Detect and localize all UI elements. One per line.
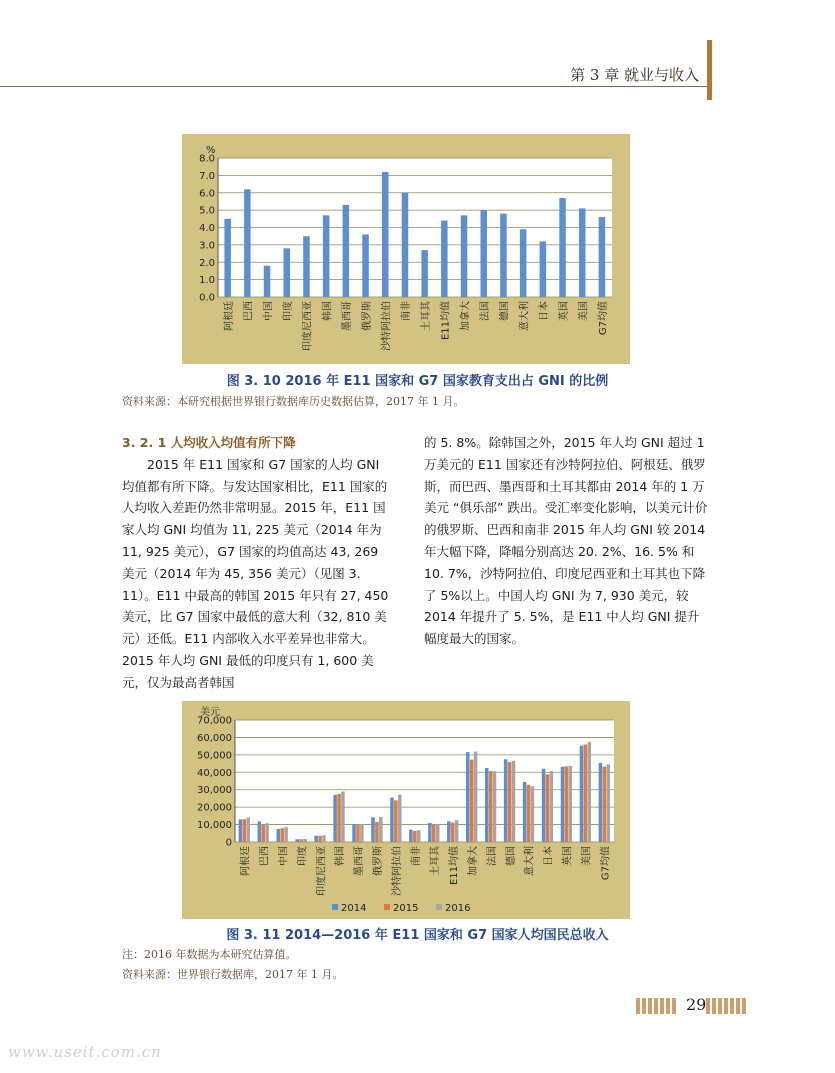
bar	[520, 229, 526, 297]
bar	[481, 210, 487, 297]
figure-3-11-note: 注：2016 年数据为本研究估算值。	[122, 948, 297, 961]
bar	[341, 791, 345, 842]
x-tick-label: 英国	[562, 846, 574, 866]
bar	[603, 767, 607, 842]
x-tick-label: 法国	[479, 301, 491, 321]
bar	[428, 823, 432, 842]
bar	[360, 824, 364, 842]
bar	[284, 248, 290, 297]
bar	[258, 821, 262, 842]
bar	[402, 193, 408, 297]
header-accent-bar	[707, 40, 712, 100]
bar	[546, 774, 550, 842]
bar	[356, 825, 360, 842]
bar	[398, 795, 402, 842]
y-tick-label: 8.0	[199, 153, 215, 165]
bar	[512, 761, 516, 842]
section-heading: 3. 2. 1 人均收入均值有所下降	[122, 435, 296, 450]
x-tick-label: 美国	[578, 301, 590, 321]
x-tick-label: 阿根廷	[240, 846, 252, 876]
bar	[599, 763, 603, 842]
y-tick-label: 60,000	[197, 732, 232, 744]
bar	[500, 214, 506, 297]
chapter-header: 第 3 章 就业与收入	[570, 66, 699, 84]
bar	[451, 822, 455, 842]
bar	[318, 836, 322, 842]
x-tick-label: G7均值	[600, 846, 612, 881]
bar	[371, 817, 375, 842]
x-tick-label: 中国	[263, 301, 275, 321]
x-tick-label: 中国	[278, 846, 290, 866]
bar	[527, 785, 531, 842]
bar	[421, 250, 427, 297]
x-tick-label: 加拿大	[460, 301, 472, 331]
y-tick-label: 5.0	[199, 205, 215, 217]
right-paragraph: 的 5. 8%。除韩国之外，2015 年人均 GNI 超过 1 万美元的 E11 国家还有沙特阿拉伯、阿根廷、俄罗斯，而巴西、墨西哥和土耳其都由 2014 年的 1 万美元 “俱乐部” 跌出。受汇率变化影响，以美元计价的俄罗斯、巴西和南非 2015 年人均 GNI 较 2014 年大幅下降，降幅分别高达 20. 2%、16. 5% 和 10. 7%，沙特阿拉伯、印度尼西亚和土耳其也下降了 5%以上。中国人均 GNI 为 7, 930 美元，较 2014 年提升了 5. 5%，是 E11 中人均 GNI 提升幅度最大的国家。	[424, 435, 708, 647]
y-tick-label: 0	[225, 837, 232, 849]
bar	[447, 821, 451, 842]
bar	[493, 771, 497, 842]
bar	[333, 795, 337, 842]
x-tick-label: E11均值	[448, 846, 460, 886]
bar	[540, 241, 546, 297]
y-axis-label: %	[206, 145, 216, 156]
y-tick-label: 20,000	[197, 802, 232, 814]
bar	[343, 205, 349, 297]
bar	[362, 234, 368, 297]
y-tick-label: 40,000	[197, 767, 232, 779]
bar	[531, 786, 535, 842]
bar	[394, 800, 398, 842]
plot-area	[235, 720, 614, 842]
bar	[550, 771, 554, 842]
bar	[441, 221, 447, 297]
bar	[239, 819, 243, 842]
bar	[579, 208, 585, 297]
bar	[323, 215, 329, 297]
bar	[322, 835, 326, 842]
bar	[565, 766, 569, 842]
bar	[379, 817, 383, 842]
y-tick-label: 1.0	[199, 275, 215, 287]
bar	[375, 822, 379, 842]
bar	[284, 827, 288, 842]
x-tick-label: 意大利	[524, 846, 536, 876]
y-tick-label: 2.0	[199, 257, 215, 269]
x-tick-label: 沙特阿拉伯	[381, 301, 393, 351]
bar	[432, 825, 436, 842]
y-tick-label: 50,000	[197, 750, 232, 762]
education-spending-chart	[182, 134, 630, 364]
figure-3-11-chart	[182, 701, 630, 919]
bar	[417, 830, 421, 842]
gni-per-capita-chart	[182, 701, 630, 919]
x-tick-label: 印度尼西亚	[316, 846, 328, 896]
bar	[264, 266, 270, 297]
left-paragraph: 2015 年 E11 国家和 G7 国家的人均 GNI 均值都有所下降。与发达国家相比，E11 国家的人均收入差距仍然非常明显。2015 年，E11 国家人均 GNI 均值为 11, 225 美元（2014 年为 11, 925 美元），G7 国家的均值高达 43, 269 美元（2014 年为 45, 356 美元）（见图 3. 11）。E11 中最高的韩国 2015 年只有 27, 450 美元，比 G7 国家中最低的意大利（32, 810 美元）还低。E11 内部收入水平差异也非常大。2015 年人均 GNI 最低的印度只有 1, 600 美元，仅为最高者韩国	[122, 456, 389, 690]
bar	[243, 819, 247, 842]
x-tick-label: 日本	[539, 301, 551, 321]
bar	[584, 745, 588, 842]
bar	[352, 824, 356, 842]
bar	[508, 762, 512, 842]
bar	[413, 831, 417, 842]
x-tick-label: E11均值	[440, 301, 452, 341]
x-tick-label: 俄罗斯	[373, 846, 385, 876]
bar	[382, 172, 388, 297]
right-column	[424, 432, 710, 650]
bar	[489, 771, 493, 842]
bar	[455, 820, 459, 842]
bar	[561, 767, 565, 842]
bar	[244, 189, 250, 297]
bar	[461, 215, 467, 297]
y-tick-label: 10,000	[197, 820, 232, 832]
y-axis-label: 美元	[200, 707, 220, 718]
x-tick-label: 德国	[505, 846, 517, 866]
x-tick-label: G7均值	[598, 301, 610, 336]
y-tick-label: 70,000	[197, 715, 232, 727]
bar	[261, 825, 265, 842]
bar	[599, 217, 605, 297]
legend-swatch	[384, 904, 390, 910]
x-tick-label: 巴西	[243, 301, 255, 321]
legend-label: 2016	[445, 903, 471, 914]
bar	[280, 828, 284, 842]
figure-3-10-chart	[182, 134, 630, 364]
bar	[569, 766, 573, 842]
bar	[588, 742, 592, 842]
figure-3-11-caption: 图 3. 11 2014—2016 年 E11 国家和 G7 国家人均国民总收入	[226, 928, 609, 943]
bar	[303, 839, 307, 842]
bar	[246, 818, 250, 842]
bar	[277, 829, 281, 842]
bar	[436, 824, 440, 842]
bar	[474, 752, 478, 842]
y-tick-label: 0.0	[199, 292, 215, 304]
bar	[390, 798, 394, 842]
x-tick-label: 土耳其	[420, 301, 432, 331]
figure-3-11-source: 资料来源：世界银行数据库，2017 年 1 月。	[122, 968, 344, 981]
bar	[409, 830, 413, 842]
x-tick-label: 加拿大	[467, 846, 479, 876]
footer-decoration-left	[636, 998, 676, 1014]
legend-label: 2014	[341, 903, 367, 914]
x-tick-label: 韩国	[322, 301, 334, 321]
x-tick-label: 沙特阿拉伯	[392, 846, 404, 896]
bar	[337, 794, 341, 842]
x-tick-label: 墨西哥	[342, 301, 354, 331]
bar	[303, 236, 309, 297]
bar	[314, 836, 318, 842]
bar	[504, 759, 508, 842]
x-tick-label: 墨西哥	[354, 846, 366, 876]
page-number: 29	[686, 995, 707, 1014]
x-tick-label: 韩国	[335, 846, 347, 866]
x-tick-label: 土耳其	[429, 846, 441, 876]
y-tick-label: 30,000	[197, 785, 232, 797]
x-tick-label: 英国	[558, 301, 570, 321]
bar	[580, 746, 584, 842]
bar	[265, 823, 269, 842]
footer-decoration-right	[706, 998, 746, 1014]
bar	[606, 764, 610, 842]
header-rule	[0, 86, 707, 87]
y-tick-label: 3.0	[199, 240, 215, 252]
bar	[485, 768, 489, 842]
x-tick-label: 美国	[581, 846, 593, 866]
x-tick-label: 南非	[401, 301, 413, 321]
x-tick-label: 意大利	[519, 301, 531, 331]
bar	[295, 839, 299, 842]
x-tick-label: 俄罗斯	[361, 301, 373, 331]
x-tick-label: 南非	[411, 846, 423, 866]
bar	[466, 752, 470, 842]
y-tick-label: 6.0	[199, 188, 215, 200]
bar	[299, 839, 303, 842]
bar	[224, 219, 230, 297]
left-column	[122, 432, 394, 694]
y-tick-label: 7.0	[199, 170, 215, 182]
y-tick-label: 4.0	[199, 223, 215, 234]
x-tick-label: 德国	[499, 301, 511, 321]
x-tick-label: 印度尼西亚	[302, 301, 314, 351]
x-tick-label: 印度	[282, 301, 294, 321]
x-tick-label: 法国	[486, 846, 498, 866]
bar	[470, 760, 474, 842]
x-tick-label: 印度	[297, 846, 309, 866]
bar	[523, 782, 527, 842]
legend-swatch	[436, 904, 442, 910]
bar	[542, 769, 546, 842]
watermark: www.useit.com.cn	[8, 1043, 162, 1061]
x-tick-label: 阿根廷	[223, 301, 235, 331]
figure-3-10-source: 资料来源：本研究根据世界银行数据库历史数据估算，2017 年 1 月。	[122, 395, 465, 408]
x-tick-label: 巴西	[259, 846, 271, 866]
x-tick-label: 日本	[543, 846, 555, 866]
legend-swatch	[332, 904, 338, 910]
bar	[559, 198, 565, 297]
figure-3-10-caption: 图 3. 10 2016 年 E11 国家和 G7 国家教育支出占 GNI 的比例	[226, 374, 609, 389]
legend-label: 2015	[393, 903, 419, 914]
